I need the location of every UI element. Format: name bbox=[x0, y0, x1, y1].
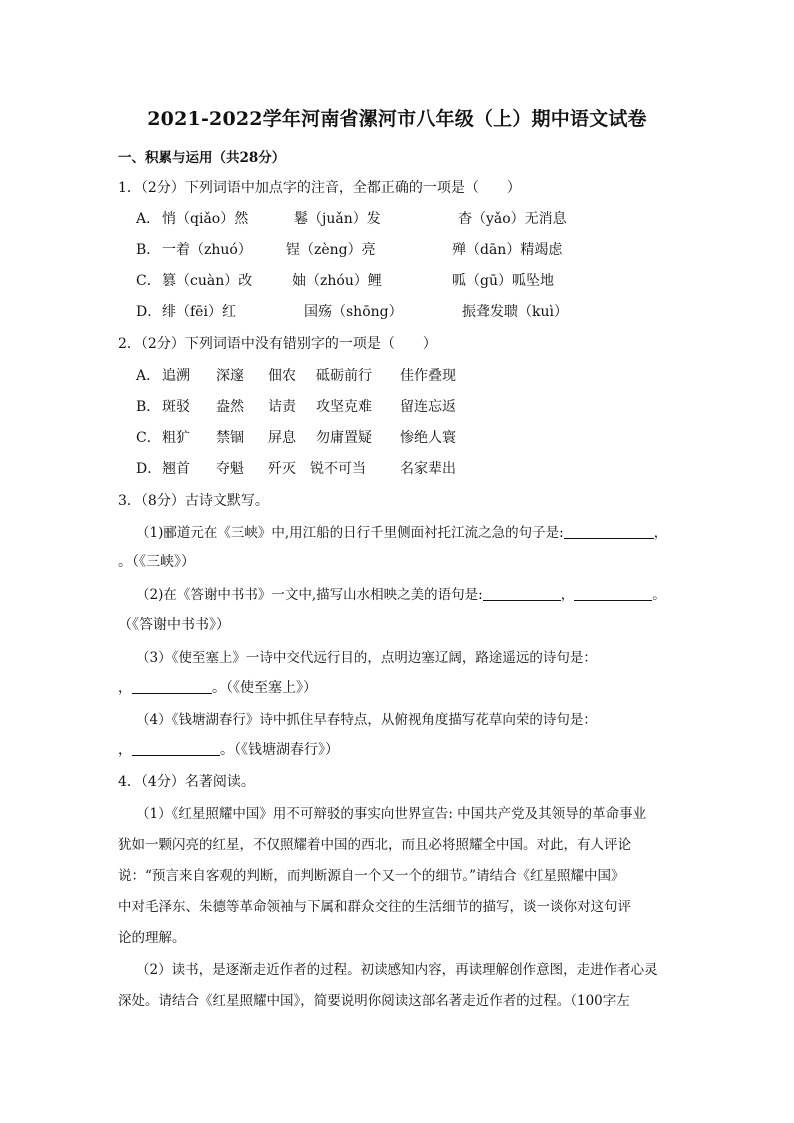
option-item: 粗犷 bbox=[162, 430, 190, 446]
source-note: 。（《使至塞上》） bbox=[212, 680, 317, 696]
q3-part-3 bbox=[136, 646, 597, 666]
option-item: 攻坚克难 bbox=[316, 399, 372, 415]
option-item: 呱（gū）呱坠地 bbox=[452, 273, 554, 289]
option-item: 屏息 bbox=[268, 430, 296, 446]
option-item: 振聋发聩（kuì） bbox=[462, 304, 568, 320]
q4-part-1-line: 中对毛泽东、朱德等革命领袖与下属和群众交往的生活细节的描写，谈一谈你对这句评 bbox=[118, 899, 631, 915]
option-item: 名家辈出 bbox=[400, 461, 456, 477]
option-item: 妯（zhóu）鲤 bbox=[292, 273, 382, 289]
q3-part-2-cont bbox=[118, 614, 230, 634]
option-item: 勿庸置疑 bbox=[316, 430, 372, 446]
option-item: 锐不可当 bbox=[310, 461, 366, 477]
q3-part-4 bbox=[136, 708, 597, 728]
q4-part-1-line: 论的理解。 bbox=[118, 930, 186, 946]
punctuation: ， bbox=[118, 680, 132, 696]
prompt-text: （3）《使至塞上》一诗中交代远行目的，点明边塞辽阔，路途遥远的诗句是： bbox=[136, 650, 597, 666]
option-item: 国殇（shōng） bbox=[304, 304, 403, 320]
option-item: 佳作叠现 bbox=[400, 368, 456, 384]
source-note: 。（《钱塘湖春行》） bbox=[220, 742, 339, 758]
source-note: 。（《三峡》） bbox=[118, 554, 195, 570]
option-label: B． bbox=[136, 399, 161, 415]
question-4-stem: 4．（4分）名著阅读。 bbox=[118, 774, 255, 790]
option-item: 歼灭 bbox=[268, 461, 296, 477]
q4-part-2-line: （2）读书，是逐渐走近作者的过程。初读感知内容，再读理解创作意图，走进作者心灵 bbox=[136, 962, 658, 978]
punctuation: 。 bbox=[652, 587, 666, 603]
prompt-text: （4）《钱塘湖春行》诗中抓住早春特点，从俯视角度描写花草向荣的诗句是： bbox=[136, 712, 597, 728]
option-label: C． bbox=[136, 430, 161, 446]
option-item: 诘责 bbox=[268, 399, 296, 415]
option-item: 锃（zèng）亮 bbox=[286, 242, 376, 258]
answer-blank[interactable] bbox=[564, 524, 654, 539]
prompt-text: （2)在《答谢中书书》一文中,描写山水相映之美的语句是: bbox=[136, 587, 483, 603]
option-item: 鬈（juǎn）发 bbox=[294, 211, 381, 227]
option-item: 一着（zhuó） bbox=[162, 242, 252, 258]
punctuation: ， bbox=[560, 587, 575, 603]
option-item: 惨绝人寰 bbox=[400, 430, 456, 446]
option-item: 殚（dān）精竭虑 bbox=[452, 242, 563, 258]
option-item: 佃农 bbox=[268, 368, 296, 384]
q4-part-1-line: 犹如一颗闪亮的红星，不仅照耀着中国的西北，而且必将照耀全中国。对此，有人评论 bbox=[118, 837, 631, 853]
q3-part-1-cont bbox=[118, 551, 195, 571]
option-item: 绯（fēi）红 bbox=[162, 304, 236, 320]
option-item: 杳（yǎo）无消息 bbox=[458, 211, 567, 227]
option-item: 禁锢 bbox=[216, 430, 244, 446]
answer-blank[interactable] bbox=[132, 679, 212, 694]
answer-blank[interactable] bbox=[574, 586, 652, 601]
option-label: C． bbox=[136, 273, 161, 289]
q3-part-2 bbox=[136, 583, 666, 603]
option-item: 盎然 bbox=[216, 399, 244, 415]
option-label: D． bbox=[136, 304, 162, 320]
page-title: 2021-2022学年河南省漯河市八年级（上）期中语文试卷 bbox=[147, 108, 647, 130]
option-item: 留连忘返 bbox=[400, 399, 456, 415]
option-item: 深邃 bbox=[216, 368, 244, 384]
q4-part-1-line: （1）《红星照耀中国》用不可辩驳的事实向世界宣告: 中国共产党及其领导的革命事业 bbox=[136, 806, 647, 822]
option-item: 斑驳 bbox=[162, 399, 190, 415]
option-label: B． bbox=[136, 242, 161, 258]
option-item: 砥砺前行 bbox=[316, 368, 372, 384]
punctuation: ， bbox=[653, 525, 668, 541]
section-heading: 一、积累与运用（共28分） bbox=[118, 150, 286, 166]
question-1-stem: 1．（2分）下列词语中加点字的注音，全都正确的一项是（ ） bbox=[118, 180, 521, 196]
question-2-stem: 2．（2分）下列词语中没有错别字的一项是（ ） bbox=[118, 336, 437, 352]
option-item: 追溯 bbox=[162, 368, 190, 384]
option-item: 篡（cuàn）改 bbox=[162, 273, 253, 289]
q4-part-2-line: 深处。请结合《红星照耀中国》，简要说明你阅读这部名著走近作者的过程。（100字左 bbox=[118, 993, 630, 1009]
question-3-stem: 3．（8分）古诗文默写。 bbox=[118, 493, 269, 509]
option-label: A． bbox=[136, 211, 161, 227]
q3-part-1 bbox=[136, 521, 667, 541]
source-note: （《答谢中书书》） bbox=[118, 617, 230, 633]
prompt-text: （1)郦道元在《三峡》中,用江船的日行千里侧面衬托江流之急的句子是: bbox=[136, 525, 564, 541]
option-item: 悄（qiǎo）然 bbox=[162, 211, 249, 227]
q3-part-4-cont bbox=[118, 739, 339, 759]
answer-blank[interactable] bbox=[483, 586, 561, 601]
option-label: A． bbox=[136, 368, 161, 384]
punctuation: ， bbox=[118, 742, 132, 758]
option-item: 翘首 bbox=[162, 461, 190, 477]
answer-blank[interactable] bbox=[132, 741, 220, 756]
option-item: 夺魁 bbox=[216, 461, 244, 477]
option-label: D． bbox=[136, 461, 162, 477]
q4-part-1-line: 说：“预言来自客观的判断，而判断源自一个又一个的细节。”请结合《红星照耀中国》 bbox=[118, 868, 625, 884]
q3-part-3-cont bbox=[118, 677, 317, 697]
